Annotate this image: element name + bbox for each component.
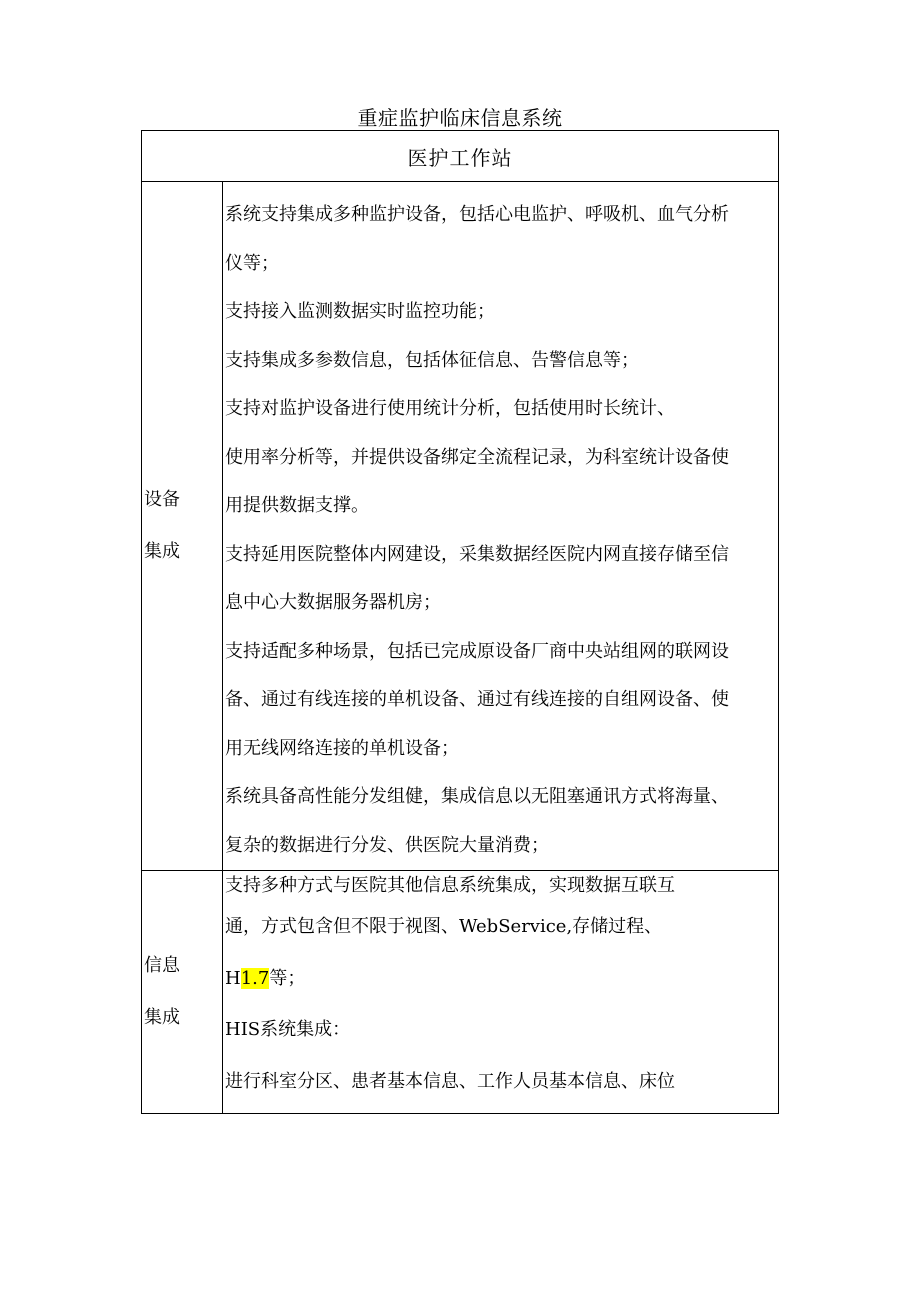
- content-line: 用提供数据支撑。: [225, 495, 369, 516]
- content-line: 通，方式包含但不限于视图、WebService,存储过程、: [225, 916, 663, 937]
- content-line: 支持延用医院整体内网建设，采集数据经医院内网直接存储至信: [225, 543, 729, 565]
- content-line: 支持对监护设备进行使用统计分析，包括使用时长统计、: [225, 398, 675, 419]
- content-line: 支持接入监测数据实时监控功能；: [225, 301, 495, 322]
- section-header: 医护工作站: [142, 131, 779, 182]
- content-line: 备、通过有线连接的单机设备、通过有线连接的自组网设备、使: [225, 689, 729, 710]
- label-line: 信息: [144, 955, 180, 976]
- device-integration-content: [223, 182, 779, 871]
- line-suffix: 等；: [269, 967, 306, 989]
- content-line: 使用率分析等，并提供设备绑定全流程记录，为科室统计设备使: [225, 446, 729, 468]
- content-line: 支持适配多种场景，包括已完成原设备厂商中央站组网的联网设: [225, 640, 729, 662]
- label-line: 集成: [144, 1007, 180, 1028]
- device-integration-label: [142, 182, 223, 871]
- content-line: 支持多种方式与医院其他信息系统集成，实现数据互联互: [225, 875, 675, 896]
- content-line: 进行科室分区、患者基本信息、工作人员基本信息、床位: [225, 1070, 675, 1092]
- document-title: 重症监护临床信息系统: [357, 106, 563, 130]
- content-line: [225, 953, 778, 1005]
- info-integration-row: [142, 871, 779, 1114]
- content-line: 息中心大数据服务器机房；: [225, 592, 441, 613]
- info-integration-label: [142, 871, 223, 1114]
- content-line: HIS系统集成：: [225, 1019, 351, 1040]
- highlighted-text: 1.7: [240, 967, 270, 989]
- table-header-row: [142, 131, 779, 182]
- content-line: 用无线网络连接的单机设备；: [225, 737, 459, 759]
- content-line: 仪等；: [225, 252, 279, 274]
- label-line: 集成: [144, 541, 180, 562]
- label-line: 设备: [144, 489, 180, 510]
- content-line: 支持集成多参数信息，包括体征信息、告警信息等；: [225, 349, 639, 371]
- info-integration-content: [223, 871, 779, 1114]
- content-line: 复杂的数据进行分发、供医院大量消费；: [225, 834, 549, 856]
- spec-table: [141, 130, 779, 1114]
- device-integration-row: [142, 182, 779, 871]
- content-line: 系统支持集成多种监护设备，包括心电监护、呼吸机、血气分析: [225, 204, 729, 225]
- line-prefix: H: [225, 967, 241, 989]
- content-line: 系统具备高性能分发组健，集成信息以无阻塞通讯方式将海量、: [225, 786, 729, 807]
